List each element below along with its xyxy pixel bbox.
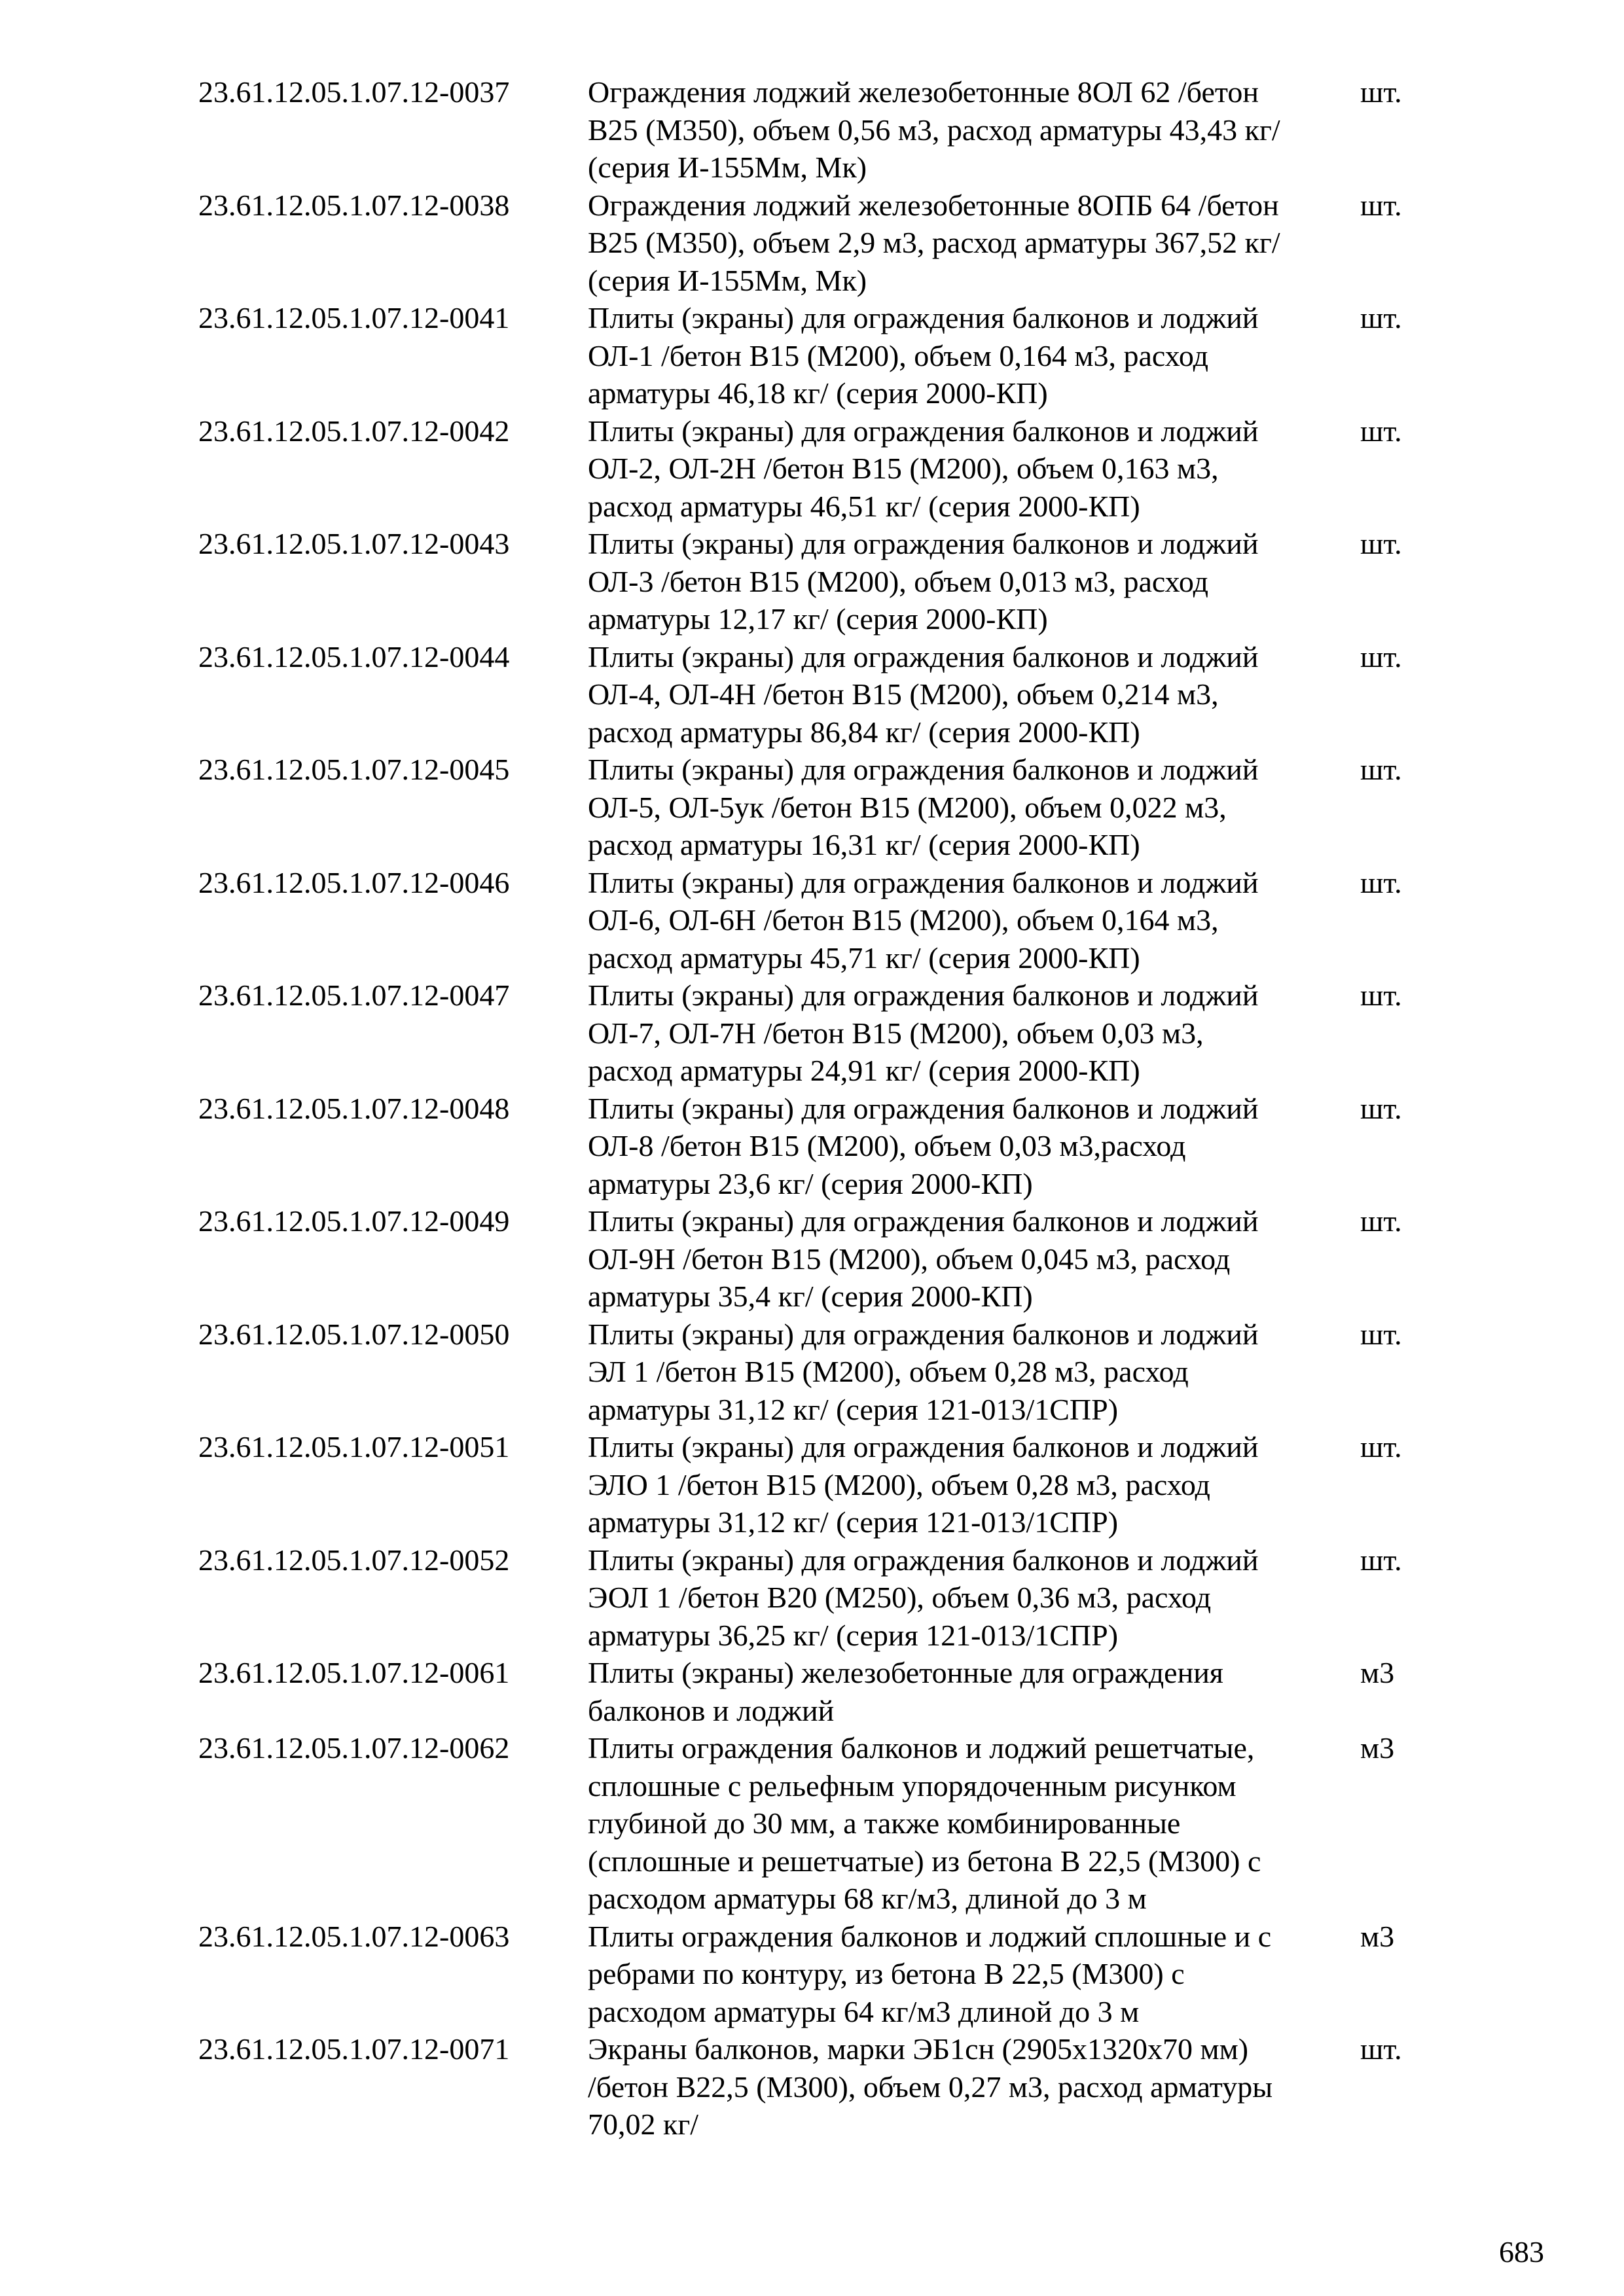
table-row [198, 977, 1442, 1090]
table-row [198, 525, 1442, 638]
table-row [198, 638, 1442, 751]
unit-of-measure: шт. [1360, 1430, 1402, 1463]
description-line: Плиты (экраны) для ограждения балконов и лоджий [588, 1091, 1259, 1125]
description-line: ОЛ-7, ОЛ-7Н /бетон В15 (М200), объем 0,03 м3, [588, 1016, 1204, 1050]
table-row [198, 299, 1442, 412]
resource-code: 23.61.12.05.1.07.12-0038 [198, 188, 510, 222]
resource-code: 23.61.12.05.1.07.12-0048 [198, 1091, 510, 1125]
description-line: расход арматуры 86,84 кг/ (серия 2000-КП) [588, 715, 1140, 749]
unit-of-measure: м3 [1360, 1731, 1395, 1765]
unit-of-measure: шт. [1360, 978, 1402, 1012]
table-row [198, 187, 1442, 300]
resource-description [588, 638, 1360, 751]
description-line: арматуры 36,25 кг/ (серия 121-013/1СПР) [588, 1618, 1119, 1652]
table-row [198, 1541, 1442, 1655]
resource-code: 23.61.12.05.1.07.12-0045 [198, 753, 510, 786]
table-row [198, 412, 1442, 526]
table-row [198, 1654, 1442, 1729]
resource-code: 23.61.12.05.1.07.12-0062 [198, 1731, 510, 1765]
resource-description [588, 1090, 1360, 1203]
resource-code: 23.61.12.05.1.07.12-0037 [198, 75, 510, 109]
resource-code: 23.61.12.05.1.07.12-0052 [198, 1543, 510, 1577]
description-line: сплошные с рельефным упорядоченным рисунком [588, 1768, 1236, 1803]
description-line: арматуры 31,12 кг/ (серия 121-013/1СПР) [588, 1392, 1119, 1426]
description-line: арматуры 12,17 кг/ (серия 2000-КП) [588, 602, 1048, 636]
description-line: Плиты (экраны) для ограждения балконов и лоджий [588, 1317, 1259, 1351]
description-line: расход арматуры 46,51 кг/ (серия 2000-КП) [588, 489, 1140, 523]
unit-of-measure: шт. [1360, 865, 1402, 899]
description-line: Ограждения лоджий железобетонные 8ОПБ 64 /бетон [588, 188, 1279, 222]
description-line: арматуры 31,12 кг/ (серия 121-013/1СПР) [588, 1505, 1119, 1539]
resource-code: 23.61.12.05.1.07.12-0051 [198, 1430, 510, 1463]
description-line: ОЛ-4, ОЛ-4Н /бетон В15 (М200), объем 0,214 м3, [588, 677, 1219, 711]
description-line: Плиты (экраны) для ограждения балконов и лоджий [588, 639, 1259, 673]
resource-code: 23.61.12.05.1.07.12-0046 [198, 865, 510, 899]
resource-code: 23.61.12.05.1.07.12-0071 [198, 2032, 510, 2066]
description-line: Плиты (экраны) для ограждения балконов и лоджий [588, 1204, 1259, 1238]
table-row [198, 1918, 1442, 2031]
resource-description [588, 412, 1360, 526]
unit-of-measure: шт. [1360, 1317, 1402, 1351]
unit-of-measure: м3 [1360, 1919, 1395, 1953]
unit-of-measure: шт. [1360, 414, 1402, 448]
description-line: арматуры 23,6 кг/ (серия 2000-КП) [588, 1166, 1033, 1200]
description-line: Плиты ограждения балконов и лоджий решетчатые, [588, 1731, 1255, 1765]
unit-of-measure: шт. [1360, 301, 1402, 334]
unit-of-measure: шт. [1360, 753, 1402, 786]
resource-code: 23.61.12.05.1.07.12-0050 [198, 1317, 510, 1351]
description-line: ЭЛ 1 /бетон В15 (М200), объем 0,28 м3, расход [588, 1355, 1189, 1388]
resource-code: 23.61.12.05.1.07.12-0049 [198, 1204, 510, 1238]
resource-code: 23.61.12.05.1.07.12-0041 [198, 301, 510, 334]
table-row [198, 864, 1442, 977]
description-line: Плиты (экраны) для ограждения балконов и лоджий [588, 414, 1259, 448]
description-line: В25 (М350), объем 2,9 м3, расход арматуры 367,52 кг/ [588, 226, 1280, 259]
description-line: Плиты (экраны) для ограждения балконов и лоджий [588, 527, 1259, 560]
table-row [198, 751, 1442, 864]
unit-of-measure: шт. [1360, 2032, 1402, 2066]
description-line: ОЛ-9Н /бетон В15 (М200), объем 0,045 м3, расход [588, 1242, 1231, 1276]
table-row [198, 1202, 1442, 1316]
resource-code: 23.61.12.05.1.07.12-0063 [198, 1919, 510, 1953]
resource-description [588, 299, 1360, 412]
description-line: ЭЛО 1 /бетон В15 (М200), объем 0,28 м3, расход [588, 1467, 1210, 1501]
description-line: ОЛ-8 /бетон В15 (М200), объем 0,03 м3,расход [588, 1129, 1186, 1162]
description-line: В25 (М350), объем 0,56 м3, расход арматуры 43,43 кг/ [588, 113, 1280, 147]
description-line: Плиты (экраны) для ограждения балконов и лоджий [588, 978, 1259, 1012]
description-line: ребрами по контуру, из бетона В 22,5 (М300) с [588, 1957, 1185, 1990]
description-line: арматуры 46,18 кг/ (серия 2000-КП) [588, 376, 1048, 410]
description-line: (серия И-155Мм, Мк) [588, 263, 867, 297]
description-line: Экраны балконов, марки ЭБ1сн (2905х1320х70 мм) [588, 2032, 1249, 2066]
resource-description [588, 1541, 1360, 1655]
description-line: /бетон В22,5 (М300), объем 0,27 м3, расход арматуры [588, 2070, 1273, 2104]
description-line: ОЛ-2, ОЛ-2Н /бетон В15 (М200), объем 0,163 м3, [588, 452, 1219, 485]
description-line: Плиты (экраны) для ограждения балконов и лоджий [588, 1543, 1259, 1577]
resource-code: 23.61.12.05.1.07.12-0047 [198, 978, 510, 1012]
description-line: ОЛ-3 /бетон В15 (М200), объем 0,013 м3, расход [588, 564, 1209, 598]
resource-code: 23.61.12.05.1.07.12-0061 [198, 1656, 510, 1689]
description-line: Плиты (экраны) для ограждения балконов и лоджий [588, 753, 1259, 786]
unit-of-measure: шт. [1360, 1543, 1402, 1577]
table-row [198, 73, 1442, 187]
unit-of-measure: шт. [1360, 527, 1402, 560]
description-line: 70,02 кг/ [588, 2108, 698, 2141]
resource-description [588, 525, 1360, 638]
description-line: балконов и лоджий [588, 1693, 835, 1727]
page-number: 683 [1499, 2235, 1544, 2269]
description-line: расходом арматуры 64 кг/м3 длиной до 3 м [588, 1994, 1140, 2028]
description-line: ОЛ-6, ОЛ-6Н /бетон В15 (М200), объем 0,164 м3, [588, 903, 1219, 937]
description-line: расход арматуры 16,31 кг/ (серия 2000-КП) [588, 828, 1140, 861]
resource-description [588, 1729, 1360, 1918]
table-row [198, 1090, 1442, 1203]
unit-of-measure: шт. [1360, 639, 1402, 673]
resource-description [588, 187, 1360, 300]
unit-of-measure: шт. [1360, 188, 1402, 222]
resource-description [588, 977, 1360, 1090]
description-line: Ограждения лоджий железобетонные 8ОЛ 62 /бетон [588, 75, 1259, 109]
resource-code: 23.61.12.05.1.07.12-0044 [198, 639, 510, 673]
price-list-table [198, 73, 1442, 2144]
description-line: арматуры 35,4 кг/ (серия 2000-КП) [588, 1280, 1033, 1313]
unit-of-measure: шт. [1360, 75, 1402, 109]
resource-code: 23.61.12.05.1.07.12-0043 [198, 527, 510, 560]
resource-description [588, 1316, 1360, 1429]
resource-description [588, 1428, 1360, 1541]
table-row [198, 1729, 1442, 1918]
description-line: Плиты (экраны) железобетонные для ограждения [588, 1656, 1223, 1689]
resource-description [588, 2030, 1360, 2144]
unit-of-measure: м3 [1360, 1656, 1395, 1689]
unit-of-measure: шт. [1360, 1091, 1402, 1125]
resource-description [588, 1654, 1360, 1729]
resource-description [588, 864, 1360, 977]
table-row [198, 1316, 1442, 1429]
resource-description [588, 1918, 1360, 2031]
description-line: (серия И-155Мм, Мк) [588, 151, 867, 184]
description-line: Плиты ограждения балконов и лоджий сплошные и с [588, 1919, 1272, 1953]
resource-description [588, 73, 1360, 187]
table-row [198, 2030, 1442, 2144]
description-line: Плиты (экраны) для ограждения балконов и лоджий [588, 301, 1259, 334]
resource-description [588, 1202, 1360, 1316]
description-line: расходом арматуры 68 кг/м3, длиной до 3 м [588, 1882, 1147, 1915]
resource-code: 23.61.12.05.1.07.12-0042 [198, 414, 510, 448]
table-row [198, 1428, 1442, 1541]
description-line: ОЛ-5, ОЛ-5ук /бетон В15 (М200), объем 0,022 м3, [588, 790, 1227, 824]
unit-of-measure: шт. [1360, 1204, 1402, 1238]
description-line: расход арматуры 24,91 кг/ (серия 2000-КП) [588, 1054, 1140, 1087]
description-line: ЭОЛ 1 /бетон В20 (М250), объем 0,36 м3, расход [588, 1581, 1212, 1614]
description-line: Плиты (экраны) для ограждения балконов и лоджий [588, 1430, 1259, 1463]
description-line: ОЛ-1 /бетон В15 (М200), объем 0,164 м3, расход [588, 338, 1209, 372]
description-line: глубиной до 30 мм, а также комбинированные [588, 1806, 1181, 1840]
resource-description [588, 751, 1360, 864]
description-line: Плиты (экраны) для ограждения балконов и лоджий [588, 865, 1259, 899]
description-line: (сплошные и решетчатые) из бетона В 22,5 (М300) с [588, 1844, 1261, 1878]
description-line: расход арматуры 45,71 кг/ (серия 2000-КП) [588, 941, 1140, 975]
